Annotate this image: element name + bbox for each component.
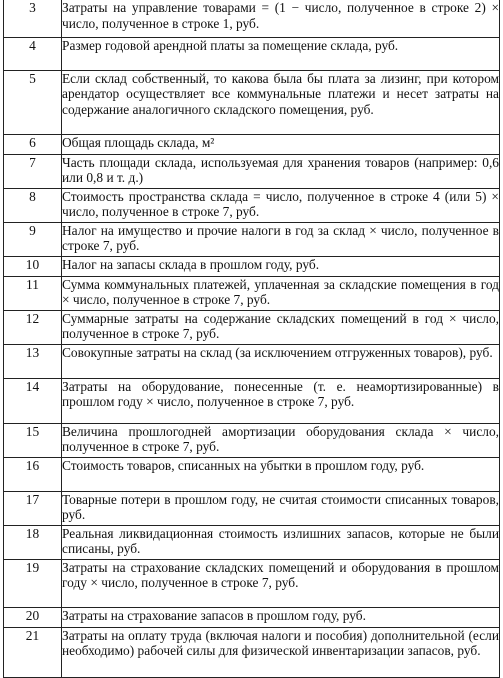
row-number: 21 [4,627,62,677]
row-description: Затраты на оборудование, понесенные (т. е. неамортизированные) в прошлом году × число, полученное в строке 7, руб. [62,378,500,423]
table-row [4,276,500,310]
row-description: Налог на имущество и прочие налоги в год за склад × число, полученное в строке 7, руб. [62,222,500,256]
table-row [4,457,500,491]
table-row [4,0,500,37]
table-row [4,423,500,457]
row-number: 12 [4,310,62,344]
row-description: Затраты на оплату труда (включая налоги и пособия) дополнительной (если необходимо) рабочей силы для физической инвентаризации запасов, руб. [62,627,500,677]
table-row [4,154,500,188]
table-row [4,70,500,134]
row-number: 10 [4,256,62,276]
table-row [4,627,500,677]
row-description: Часть площади склада, используемая для хранения товаров (например: 0,6 или 0,8 и т. д.) [62,154,500,188]
table-row [4,491,500,525]
table-row [4,378,500,423]
row-number: 18 [4,525,62,559]
row-number: 3 [4,0,62,37]
table-row [4,344,500,378]
row-description: Размер годовой арендной платы за помещение склада, руб. [62,37,500,70]
row-description: Затраты на страхование запасов в прошлом году, руб. [62,607,500,627]
row-number: 16 [4,457,62,491]
row-description: Сумма коммунальных платежей, уплаченная за складские помещения в год × число, полученное в строке 7, руб. [62,276,500,310]
row-number: 15 [4,423,62,457]
table-row [4,256,500,276]
row-description: Суммарные затраты на содержание складских помещений в год × число, полученное в строке 7, руб. [62,310,500,344]
table-row [4,37,500,70]
row-description: Если склад собственный, то какова была бы плата за лизинг, при котором арендатор осуществляет все коммунальные платежи и несет затраты на содержание аналогичного складского помещения, руб. [62,70,500,134]
table-row [4,222,500,256]
row-description: Стоимость товаров, списанных на убытки в прошлом году, руб. [62,457,500,491]
row-description: Затраты на управление товарами = (1 − число, полученное в строке 2) × число, полученное в строке 1, руб. [62,0,500,37]
row-number: 7 [4,154,62,188]
row-description: Реальная ликвидационная стоимость излишних запасов, которые не были списаны, руб. [62,525,500,559]
row-number: 19 [4,559,62,607]
row-number: 4 [4,37,62,70]
row-description: Величина прошлогодней амортизации оборудования склада × число, полученное в строке 7, руб. [62,423,500,457]
row-description: Налог на запасы склада в прошлом году, руб. [62,256,500,276]
row-description: Стоимость пространства склада = число, полученное в строке 4 (или 5) × число, полученное в строке 7, руб. [62,188,500,222]
table-row [4,310,500,344]
row-number: 20 [4,607,62,627]
row-number: 17 [4,491,62,525]
row-number: 8 [4,188,62,222]
row-number: 11 [4,276,62,310]
row-description: Товарные потери в прошлом году, не считая стоимости списанных товаров, руб. [62,491,500,525]
row-number: 5 [4,70,62,134]
row-description: Общая площадь склада, м² [62,134,500,154]
row-description: Затраты на страхование складских помещений и оборудования в прошлом году × число, полученное в строке 7, руб. [62,559,500,607]
table-row [4,607,500,627]
table-row [4,188,500,222]
row-number: 6 [4,134,62,154]
table-row [4,525,500,559]
row-description: Совокупные затраты на склад (за исключением отгруженных товаров), руб. [62,344,500,378]
cost-calculation-table [3,0,500,678]
row-number: 13 [4,344,62,378]
table-row [4,559,500,607]
row-number: 9 [4,222,62,256]
row-number: 14 [4,378,62,423]
table-row [4,134,500,154]
